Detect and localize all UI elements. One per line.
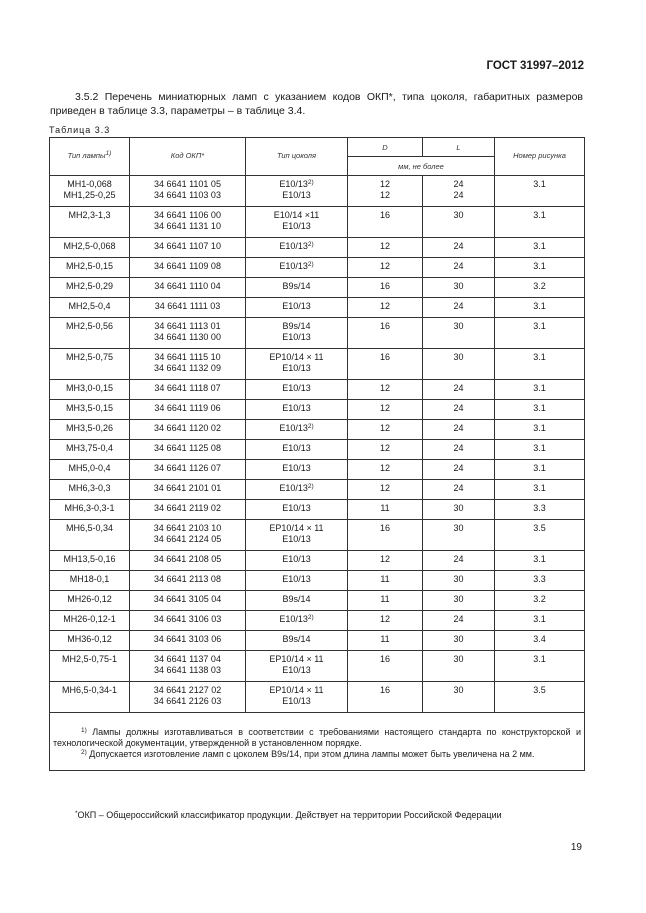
cell-lamp-type: МН3,5-0,15	[50, 400, 130, 420]
cell-figure: 3.3	[495, 500, 585, 520]
cell-l: 30	[423, 571, 495, 591]
cell-base-type: E10/13$^{2)}$	[246, 480, 348, 500]
cell-figure: 3.2	[495, 591, 585, 611]
cell-lamp-type: МН6,5-0,34	[50, 520, 130, 551]
cell-d: 12	[348, 420, 423, 440]
cell-d: 16	[348, 349, 423, 380]
cell-l: 24	[423, 460, 495, 480]
cell-base-type: E10/13	[246, 571, 348, 591]
table-row	[50, 238, 585, 258]
cell-lamp-type: МН26-0,12-1	[50, 611, 130, 631]
cell-figure: 3.1	[495, 298, 585, 318]
cell-okp-code: 34 6641 3106 03	[130, 611, 246, 631]
table-row	[50, 298, 585, 318]
note-1: $^{1)}$ Лампы должны изготавливаться в соответствии с требованиями настоящего стандарта по конструкторской и технологической документации, утвержденной в установленном порядке.	[53, 727, 581, 748]
table-row	[50, 551, 585, 571]
cell-figure: 3.1	[495, 460, 585, 480]
cell-l: 24	[423, 440, 495, 460]
cell-base-type: E10/13	[246, 500, 348, 520]
cell-base-type: E10/13	[246, 380, 348, 400]
cell-l: 24	[423, 480, 495, 500]
cell-base-type: E10/13	[246, 400, 348, 420]
table-row	[50, 460, 585, 480]
cell-d: 11	[348, 591, 423, 611]
cell-d: 12	[348, 611, 423, 631]
cell-l: 24	[423, 551, 495, 571]
table-row	[50, 278, 585, 298]
cell-lamp-type: МН18-0,1	[50, 571, 130, 591]
table-row	[50, 207, 585, 238]
table-row	[50, 440, 585, 460]
cell-d: 12	[348, 258, 423, 278]
cell-l: 24 24	[423, 176, 495, 207]
col-header-figure: Номер рисунка	[495, 138, 585, 176]
cell-d: 16	[348, 682, 423, 713]
table-row	[50, 400, 585, 420]
table-row	[50, 480, 585, 500]
cell-figure: 3.1	[495, 318, 585, 349]
cell-d: 12	[348, 298, 423, 318]
table-row	[50, 380, 585, 400]
cell-figure: 3.1	[495, 349, 585, 380]
cell-l: 30	[423, 207, 495, 238]
cell-base-type: B9s/14	[246, 631, 348, 651]
cell-base-type: E10/13	[246, 551, 348, 571]
cell-okp-code: 34 6641 2101 01	[130, 480, 246, 500]
cell-lamp-type: МН2,5-0,4	[50, 298, 130, 318]
cell-d: 12	[348, 380, 423, 400]
cell-l: 30	[423, 349, 495, 380]
cell-l: 30	[423, 631, 495, 651]
cell-d: 11	[348, 631, 423, 651]
cell-d: 16	[348, 278, 423, 298]
col-header-okp: Код ОКП*	[130, 138, 246, 176]
cell-d: 12	[348, 460, 423, 480]
cell-lamp-type: МН3,0-0,15	[50, 380, 130, 400]
table-row	[50, 571, 585, 591]
page-number: 19	[570, 842, 582, 853]
table-row	[50, 520, 585, 551]
cell-okp-code: 34 6641 1107 10	[130, 238, 246, 258]
cell-figure: 3.5	[495, 520, 585, 551]
cell-figure: 3.1	[495, 176, 585, 207]
cell-base-type: E10/13$^{2)}$	[246, 611, 348, 631]
cell-base-type: E10/13	[246, 460, 348, 480]
table-row	[50, 611, 585, 631]
cell-figure: 3.3	[495, 571, 585, 591]
cell-lamp-type: МН3,75-0,4	[50, 440, 130, 460]
cell-lamp-type: МН6,5-0,34-1	[50, 682, 130, 713]
cell-l: 30	[423, 520, 495, 551]
col-header-d: D	[348, 138, 423, 157]
cell-figure: 3.4	[495, 631, 585, 651]
cell-d: 11	[348, 500, 423, 520]
cell-figure: 3.1	[495, 400, 585, 420]
cell-l: 24	[423, 258, 495, 278]
cell-base-type: E10/13$^{2)}$	[246, 238, 348, 258]
cell-figure: 3.1	[495, 651, 585, 682]
table-row	[50, 176, 585, 207]
cell-base-type: B9s/14	[246, 278, 348, 298]
cell-l: 30	[423, 682, 495, 713]
lamp-table	[49, 137, 585, 771]
cell-l: 24	[423, 400, 495, 420]
col-header-units: мм, не более	[348, 157, 495, 176]
cell-l: 30	[423, 651, 495, 682]
cell-base-type: EP10/14 × 11 E10/13	[246, 682, 348, 713]
table-row	[50, 631, 585, 651]
cell-lamp-type: МН2,5-0,75	[50, 349, 130, 380]
cell-okp-code: 34 6641 1126 07	[130, 460, 246, 480]
cell-lamp-type: МН13,5-0,16	[50, 551, 130, 571]
cell-d: 12	[348, 400, 423, 420]
cell-base-type: EP10/14 × 11 E10/13	[246, 651, 348, 682]
cell-l: 30	[423, 500, 495, 520]
cell-l: 24	[423, 380, 495, 400]
table-row	[50, 500, 585, 520]
cell-figure: 3.1	[495, 238, 585, 258]
cell-lamp-type: МН3,5-0,26	[50, 420, 130, 440]
cell-lamp-type: МН5,0-0,4	[50, 460, 130, 480]
note-2: $^{2)}$ Допускается изготовление ламп с цоколем B9s/14, при этом длина лампы может быть увеличена на 2 мм.	[81, 749, 535, 759]
cell-base-type: E10/13$^{2)}$ E10/13	[246, 176, 348, 207]
cell-d: 16	[348, 520, 423, 551]
cell-figure: 3.2	[495, 278, 585, 298]
table-row	[50, 591, 585, 611]
document-header: ГОСТ 31997–2012	[486, 60, 584, 72]
cell-l: 30	[423, 591, 495, 611]
footnote: *ОКП – Общероссийский классификатор продукции. Действует на территории Российской Федерации	[75, 810, 502, 820]
cell-base-type: EP10/14 × 11 E10/13	[246, 520, 348, 551]
cell-d: 12 12	[348, 176, 423, 207]
col-header-base: Тип цоколя	[246, 138, 348, 176]
cell-okp-code: 34 6641 1106 00 34 6641 1131 10	[130, 207, 246, 238]
intro-paragraph: 3.5.2 Перечень миниатюрных ламп с указанием кодов ОКП*, типа цоколя, габаритных размеров приведен в таблице 3.3, параметры – в таблице 3.4.	[50, 91, 583, 117]
cell-okp-code: 34 6641 1110 04	[130, 278, 246, 298]
cell-okp-code: 34 6641 2103 10 34 6641 2124 05	[130, 520, 246, 551]
cell-d: 12	[348, 480, 423, 500]
cell-okp-code: 34 6641 3105 04	[130, 591, 246, 611]
cell-base-type: E10/13	[246, 440, 348, 460]
table-row	[50, 318, 585, 349]
table-row	[50, 651, 585, 682]
col-header-l: L	[423, 138, 495, 157]
cell-okp-code: 34 6641 1120 02	[130, 420, 246, 440]
cell-base-type: B9s/14	[246, 591, 348, 611]
cell-lamp-type: МН2,5-0,068	[50, 238, 130, 258]
cell-okp-code: 34 6641 3103 06	[130, 631, 246, 651]
table-row	[50, 258, 585, 278]
cell-lamp-type: МН2,5-0,75-1	[50, 651, 130, 682]
cell-figure: 3.1	[495, 480, 585, 500]
cell-base-type: B9s/14 E10/13	[246, 318, 348, 349]
cell-okp-code: 34 6641 2127 02 34 6641 2126 03	[130, 682, 246, 713]
cell-okp-code: 34 6641 1119 06	[130, 400, 246, 420]
cell-lamp-type: МН2,3-1,3	[50, 207, 130, 238]
cell-figure: 3.1	[495, 380, 585, 400]
cell-l: 30	[423, 278, 495, 298]
cell-figure: 3.1	[495, 420, 585, 440]
cell-d: 12	[348, 440, 423, 460]
cell-l: 30	[423, 318, 495, 349]
cell-lamp-type: МН6,3-0,3	[50, 480, 130, 500]
cell-l: 24	[423, 611, 495, 631]
cell-figure: 3.5	[495, 682, 585, 713]
cell-d: 16	[348, 207, 423, 238]
cell-d: 11	[348, 571, 423, 591]
table-body	[50, 176, 585, 713]
table-row	[50, 349, 585, 380]
cell-l: 24	[423, 238, 495, 258]
col-header-lamp-type: Тип лампы$^{1)}$	[50, 138, 130, 176]
cell-figure: 3.1	[495, 551, 585, 571]
cell-base-type: E10/13$^{2)}$	[246, 258, 348, 278]
cell-base-type: EP10/14 × 11 E10/13	[246, 349, 348, 380]
table-notes	[50, 713, 585, 771]
cell-okp-code: 34 6641 1109 08	[130, 258, 246, 278]
cell-lamp-type: МН2,5-0,29	[50, 278, 130, 298]
cell-base-type: E10/14 ×11 E10/13	[246, 207, 348, 238]
cell-okp-code: 34 6641 2113 08	[130, 571, 246, 591]
cell-figure: 3.1	[495, 207, 585, 238]
cell-okp-code: 34 6641 1101 05 34 6641 1103 03	[130, 176, 246, 207]
cell-d: 16	[348, 651, 423, 682]
cell-okp-code: 34 6641 1137 04 34 6641 1138 03	[130, 651, 246, 682]
cell-lamp-type: МН1-0,068 МН1,25-0,25	[50, 176, 130, 207]
cell-okp-code: 34 6641 1111 03	[130, 298, 246, 318]
cell-lamp-type: МН36-0,12	[50, 631, 130, 651]
cell-lamp-type: МН6,3-0,3-1	[50, 500, 130, 520]
cell-figure: 3.1	[495, 258, 585, 278]
table-row	[50, 682, 585, 713]
cell-base-type: E10/13$^{2)}$	[246, 420, 348, 440]
cell-l: 24	[423, 298, 495, 318]
table-caption: Таблица 3.3	[49, 125, 111, 135]
cell-okp-code: 34 6641 1113 01 34 6641 1130 00	[130, 318, 246, 349]
cell-okp-code: 34 6641 1125 08	[130, 440, 246, 460]
cell-okp-code: 34 6641 1118 07	[130, 380, 246, 400]
cell-d: 16	[348, 318, 423, 349]
cell-lamp-type: МН2,5-0,15	[50, 258, 130, 278]
cell-okp-code: 34 6641 2108 05	[130, 551, 246, 571]
cell-base-type: E10/13	[246, 298, 348, 318]
cell-d: 12	[348, 238, 423, 258]
cell-lamp-type: МН26-0,12	[50, 591, 130, 611]
cell-okp-code: 34 6641 2119 02	[130, 500, 246, 520]
cell-l: 24	[423, 420, 495, 440]
cell-figure: 3.1	[495, 440, 585, 460]
table-row	[50, 420, 585, 440]
cell-okp-code: 34 6641 1115 10 34 6641 1132 09	[130, 349, 246, 380]
cell-d: 12	[348, 551, 423, 571]
cell-figure: 3.1	[495, 611, 585, 631]
cell-lamp-type: МН2,5-0,56	[50, 318, 130, 349]
